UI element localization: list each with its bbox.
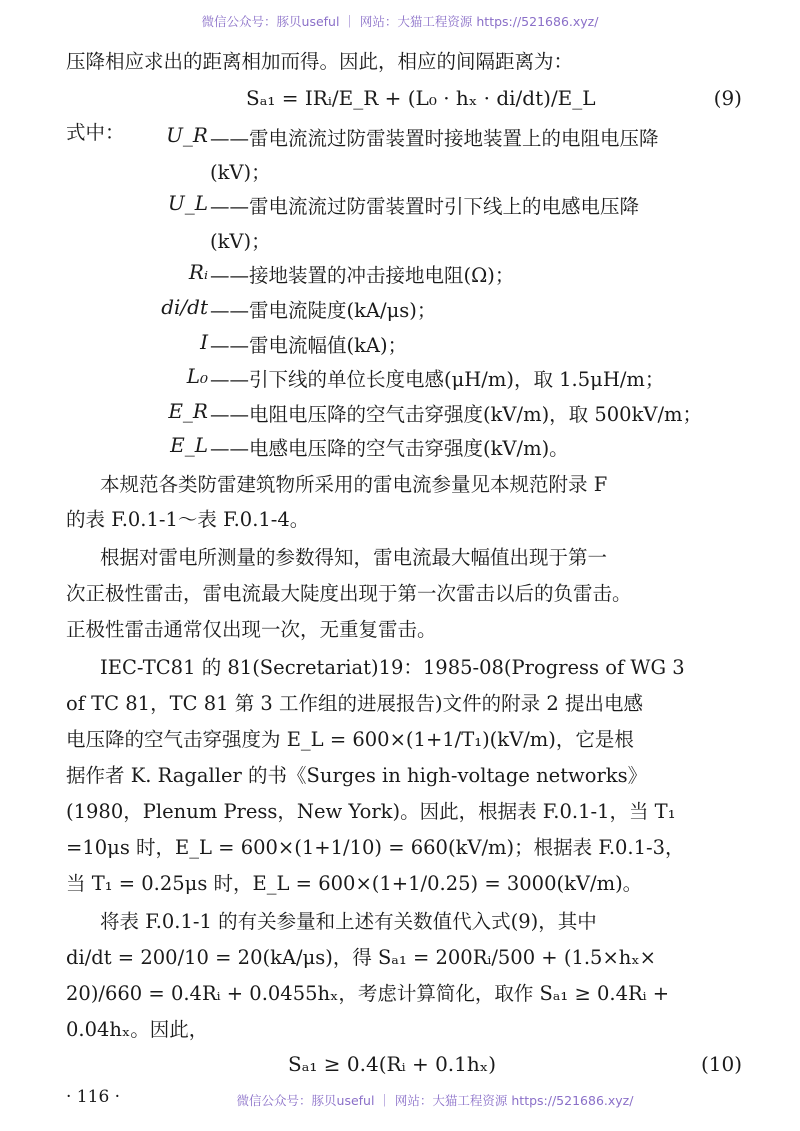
watermark-bottom: 微信公众号：豚贝useful ｜ 网站：大猫工程资源 https://521686.xyz/: [236, 1093, 634, 1108]
where-label: 式中：: [66, 121, 125, 144]
equation-10: Sₐ₁ ≥ 0.4(Rᵢ + 0.1hₓ): [288, 1052, 497, 1076]
paragraph-line: =10μs 时，E_L = 600×(1+1/10) = 660(kV/m)；根据表 F.0.1-3，: [66, 836, 685, 859]
watermark-top: 微信公众号：豚贝useful ｜ 网站：大猫工程资源 https://521686.xyz/: [201, 14, 599, 29]
def-symbol: I: [200, 330, 208, 354]
paragraph-line: 次正极性雷击，雷电流最大陡度出现于第一次雷击以后的负雷击。: [66, 582, 632, 605]
def-symbol: L₀: [186, 364, 208, 388]
def-symbol: U_L: [167, 191, 208, 215]
def-text: ——雷电流陡度(kA/μs)；: [210, 299, 437, 322]
equation-9: Sₐ₁ = IRᵢ/E_R + (L₀ · hₓ · di/dt)/E_L: [246, 86, 596, 110]
def-text-cont: (kV)；: [210, 230, 271, 253]
def-text: ——雷电流幅值(kA)；: [210, 334, 408, 357]
paragraph-line: 根据对雷电所测量的参数得知，雷电流最大幅值出现于第一: [100, 546, 608, 569]
def-text: ——电感电压降的空气击穿强度(kV/m)。: [210, 437, 569, 460]
def-text: ——接地装置的冲击接地电阻(Ω)；: [210, 264, 515, 287]
def-symbol: U_R: [166, 123, 208, 147]
def-text: ——雷电流流过防雷装置时接地装置上的电阻电压降: [210, 127, 659, 150]
paragraph-line: IEC-TC81 的 81(Secretariat)19：1985-08(Progress of WG 3: [100, 656, 685, 679]
def-symbol: Rᵢ: [188, 260, 208, 284]
paragraph-line: 的表 F.0.1-1～表 F.0.1-4。: [66, 508, 310, 531]
paragraph-line: 据作者 K. Ragaller 的书《Surges in high-voltage networks》: [66, 764, 648, 787]
paragraph-line: 当 T₁ = 0.25μs 时，E_L = 600×(1+1/0.25) = 3000(kV/m)。: [66, 872, 643, 895]
paragraph-line: 电压降的空气击穿强度为 E_L = 600×(1+1/T₁)(kV/m)，它是根: [66, 728, 634, 751]
def-symbol: E_L: [170, 433, 208, 457]
paragraph-line: 将表 F.0.1-1 的有关参量和上述有关数值代入式(9)，其中: [100, 910, 597, 933]
def-symbol: di/dt: [161, 295, 208, 319]
equation-10-number: (10): [700, 1052, 742, 1076]
equation-9-number: (9): [713, 86, 742, 110]
page-number: · 116 ·: [66, 1087, 121, 1107]
paragraph-line: 20)/660 = 0.4Rᵢ + 0.0455hₓ，考虑计算简化，取作 Sₐ₁ ≥ 0.4Rᵢ +: [66, 982, 670, 1005]
def-symbol: E_R: [168, 399, 208, 423]
paragraph-line: of TC 81，TC 81 第 3 工作组的进展报告)文件的附录 2 提出电感: [66, 692, 643, 715]
paragraph-line: 0.04hₓ。因此，: [66, 1018, 209, 1041]
paragraph-line: 正极性雷击通常仅出现一次，无重复雷击。: [66, 618, 437, 641]
paragraph-line: di/dt = 200/10 = 20(kA/μs)，得 Sₐ₁ = 200Rᵢ/500 + (1.5×hₓ×: [66, 946, 656, 969]
def-text: ——电阻电压降的空气击穿强度(kV/m)，取 500kV/m；: [210, 403, 703, 426]
paragraph-line: (1980，Plenum Press，New York)。因此，根据表 F.0.1-1，当 T₁: [66, 800, 676, 823]
def-text: ——雷电流流过防雷装置时引下线上的电感电压降: [210, 195, 640, 218]
paragraph-line: 本规范各类防雷建筑物所采用的雷电流参量见本规范附录 F: [100, 473, 608, 496]
def-text: ——引下线的单位长度电感(μH/m)，取 1.5μH/m；: [210, 368, 665, 391]
intro-line: 压降相应求出的距离相加而得。因此，相应的间隔距离为：: [66, 50, 574, 73]
def-text-cont: (kV)；: [210, 161, 271, 184]
